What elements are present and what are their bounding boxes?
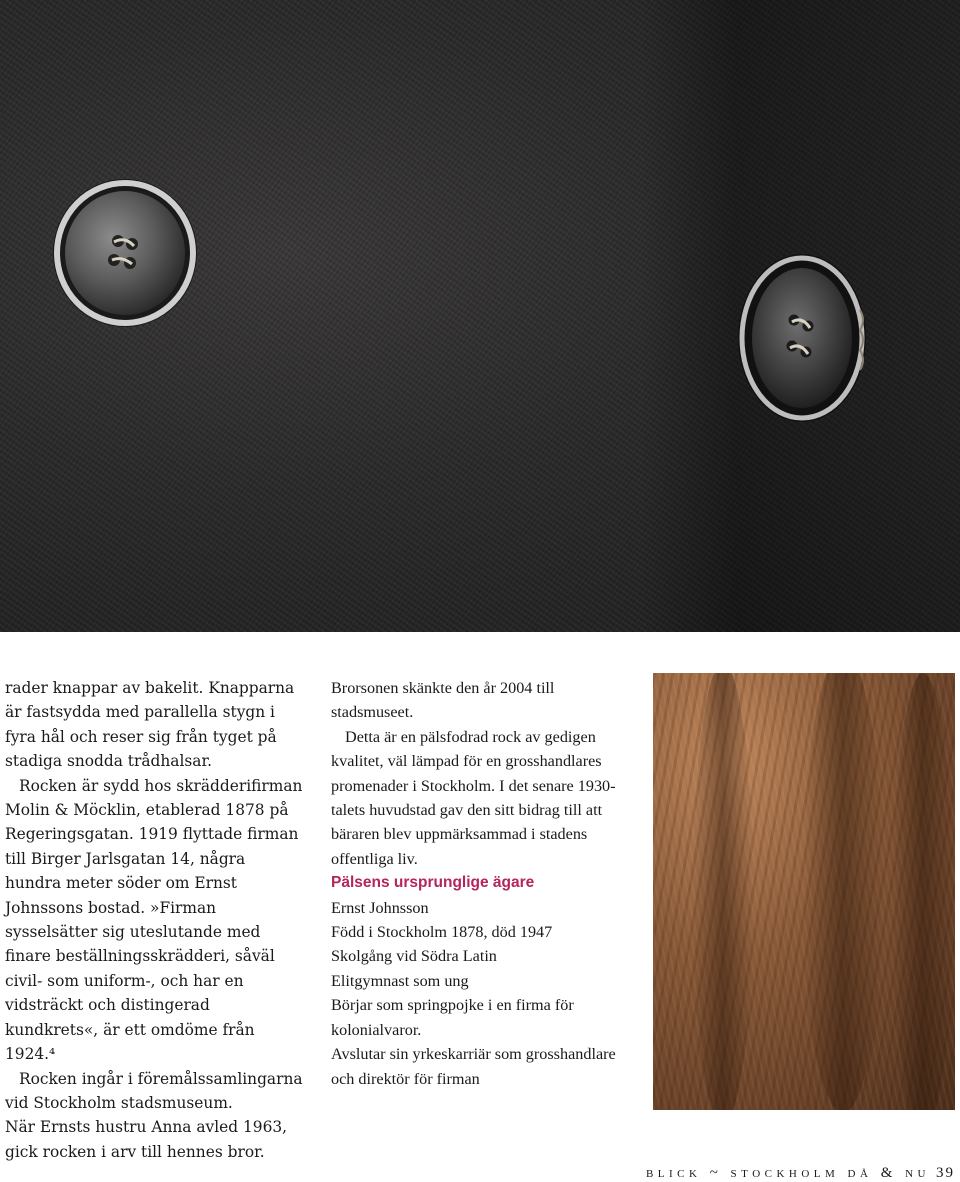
coat-button-left (50, 176, 200, 330)
owner-fact-1: Ernst Johnsson (331, 898, 429, 917)
middle-text-column (331, 676, 631, 1091)
middle-paragraph-1: Brorsonen skänkte den år 2004 till stadsmuseet. (331, 679, 555, 722)
left-paragraph-1: rader knappar av bakelit. Knapparna är fastsydda med parallella stygn i fyra hål och reser sig från tyget på stadiga snodda trådhalsar. (5, 679, 295, 771)
owner-fact-4: Elitgymnast som ung (331, 971, 469, 990)
owner-section-heading: Pälsens ursprunglige ägare (331, 874, 535, 892)
owner-fact-5: Börjar som springpojke i en firma för kolonialvaror. (331, 996, 574, 1039)
left-paragraph-3: Rocken ingår i föremålssamlingarna vid Stockholm stadsmuseum. (5, 1069, 303, 1112)
owner-fact-3: Skolgång vid Södra Latin (331, 947, 497, 966)
middle-paragraph-2: Detta är en pälsfodrad rock av gedigen kvalitet, väl lämpad för en grosshandlares promenader i Stockholm. I det senare 1930-talets huvudstad gav den sitt bidrag till att bäraren blev uppmärksammad i stadens offentliga liv. (331, 727, 616, 868)
left-paragraph-2: Rocken är sydd hos skrädderifirman Molin & Möcklin, etablerad 1878 på Regeringsgatan. 1919 flyttade firman till Birger Jarlsgatan 14, några hundra meter söder om Ernst Johnssons bostad. »Firman sysselsätter sig uteslutande med finare beställningsskrädderi, såväl civil- som uniform-, och har en vidsträckt och distingerad kundkrets«, är ett omdöme från 1924.⁴ (5, 776, 303, 1064)
owner-fact-6: Avslutar sin yrkeskarriär som grosshandlare och direktör för firman (331, 1045, 616, 1088)
page-number: 39 (936, 1165, 955, 1181)
fur-fold-1 (693, 673, 753, 1110)
running-title: blick ~ stockholm då & nu (645, 1165, 930, 1181)
fur-fold-2 (803, 673, 883, 1110)
coat-button-right (734, 250, 874, 426)
left-paragraph-4: När Ernsts hustru Anna avled 1963, gick rocken i arv till hennes bror. (5, 1118, 288, 1161)
page-footer (646, 1165, 955, 1182)
owner-fact-2: Född i Stockholm 1878, död 1947 (331, 923, 553, 942)
fur-lining-photo (653, 673, 955, 1110)
left-text-column (5, 676, 305, 1164)
fur-fold-3 (893, 673, 953, 1110)
